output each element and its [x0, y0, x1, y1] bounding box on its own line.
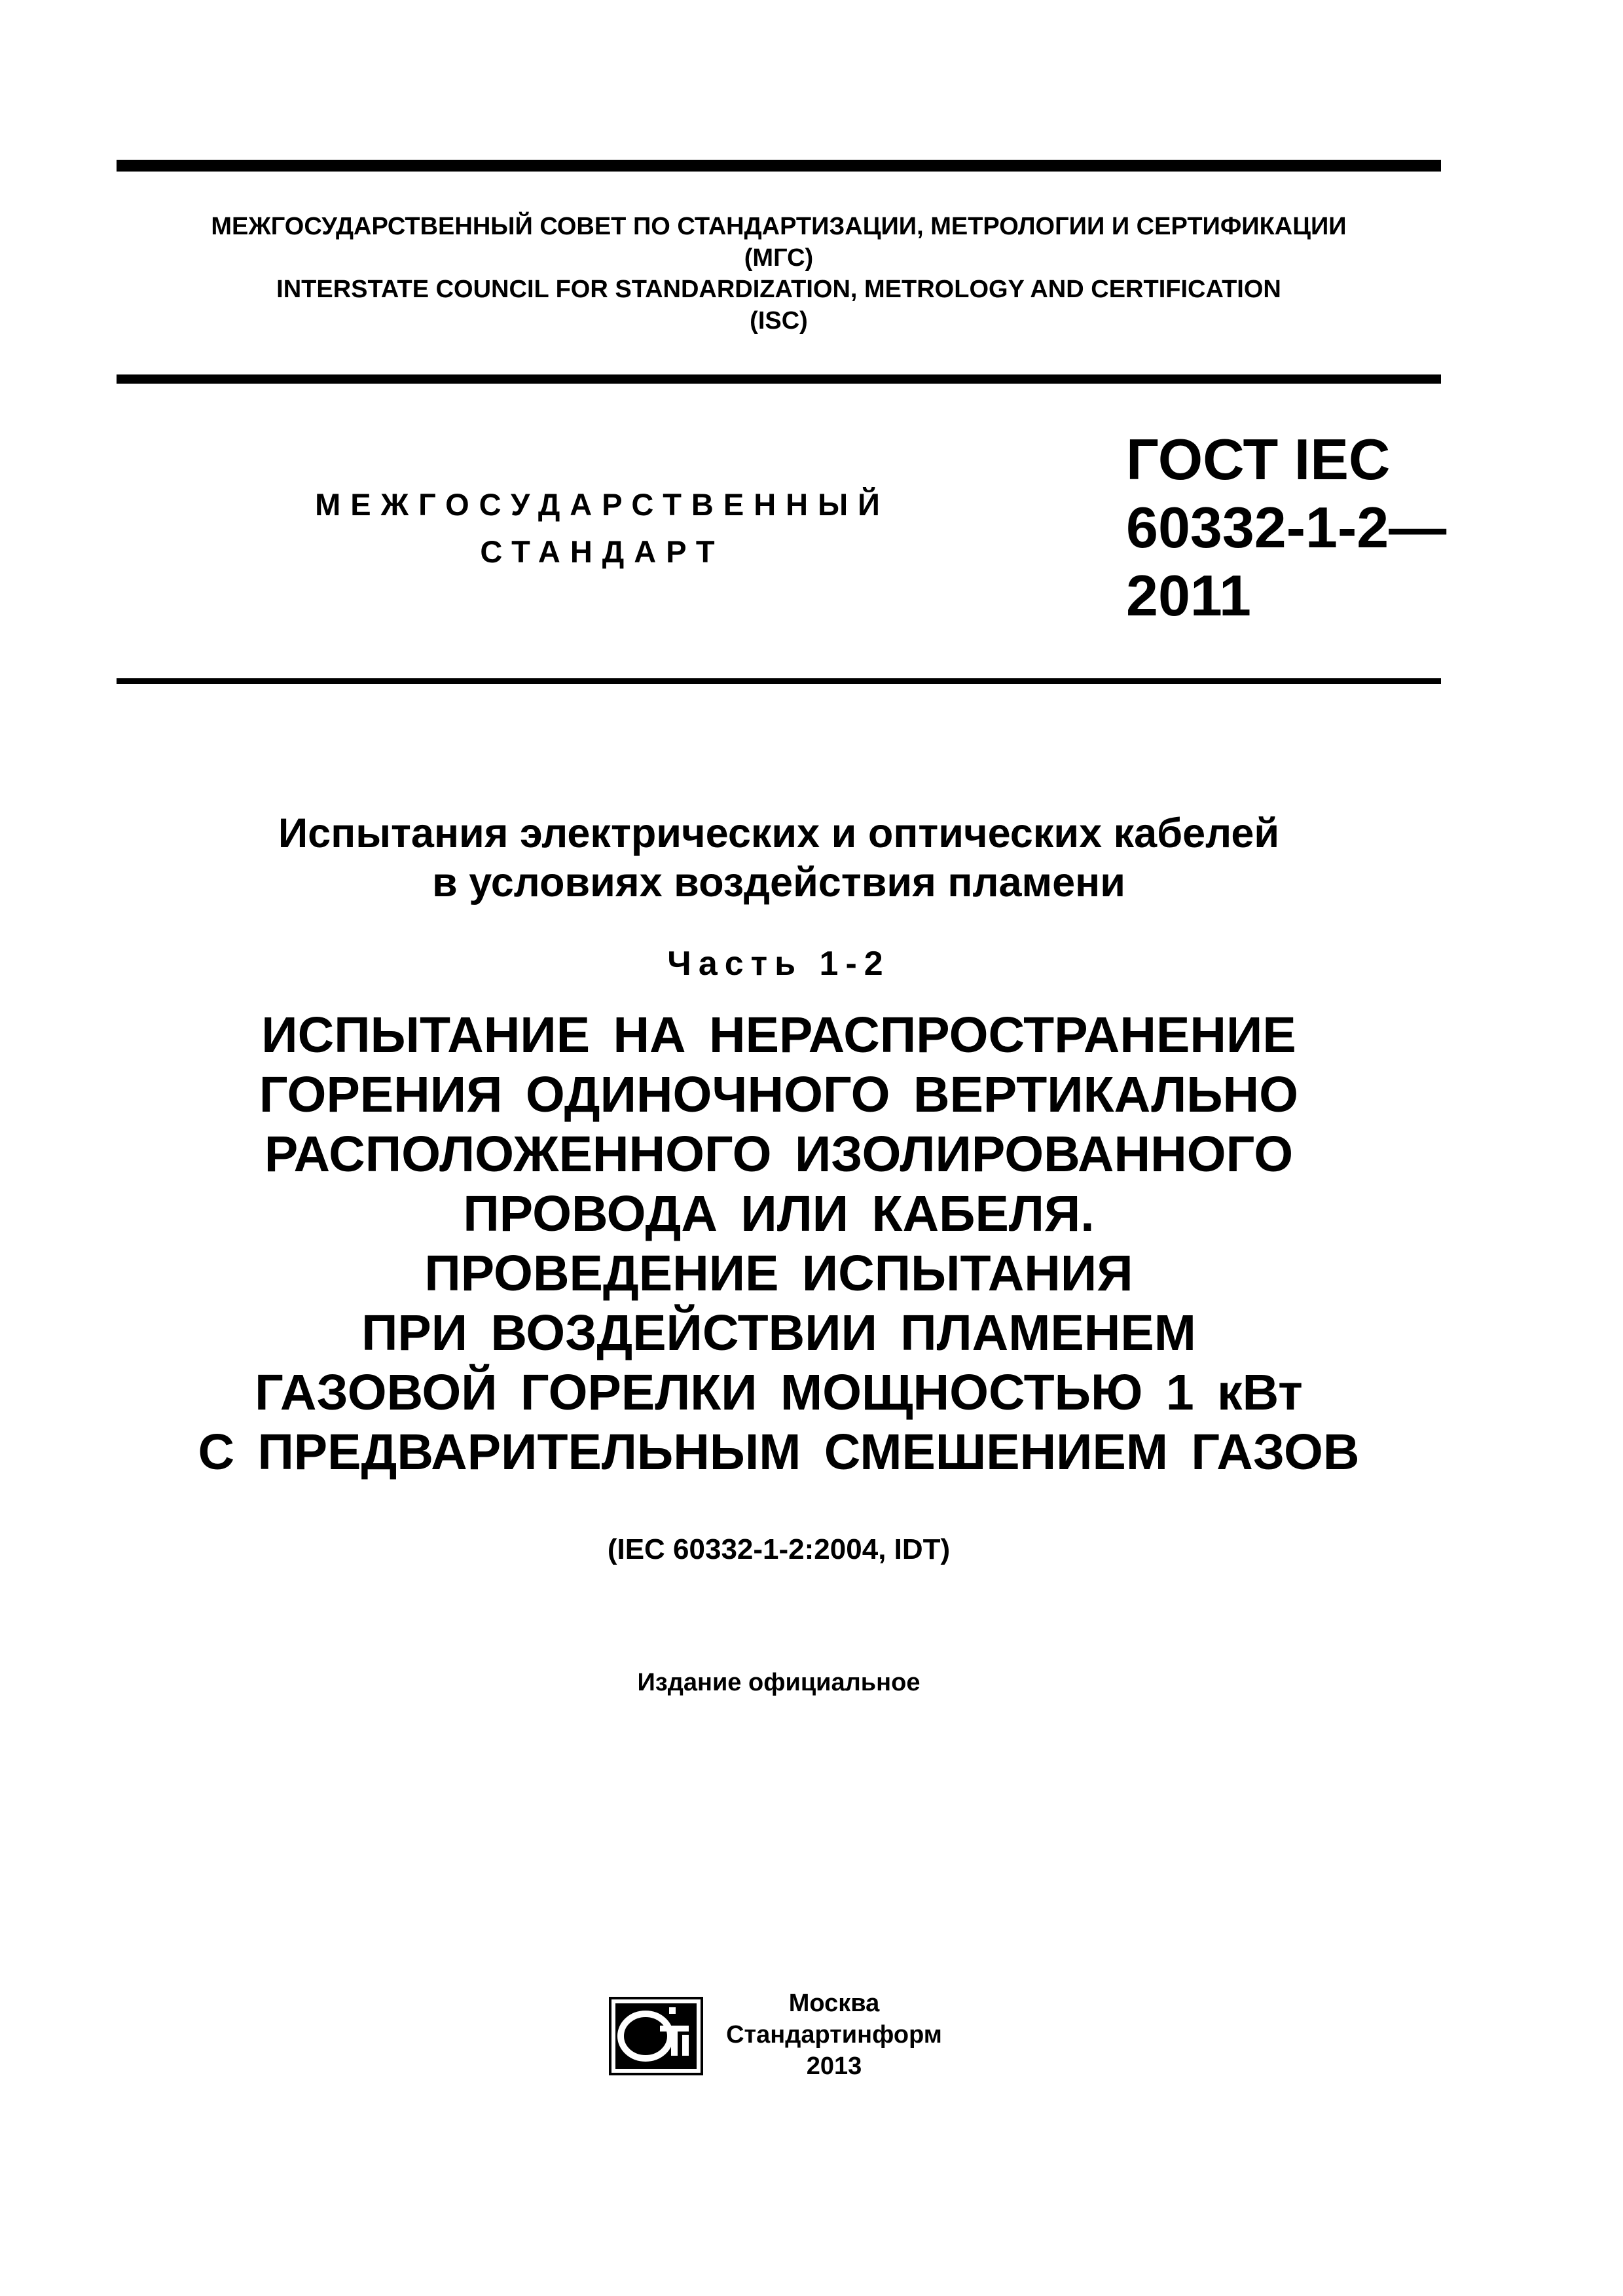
designation-line-2: 60332-1-2— [1126, 495, 1447, 560]
subtitle-line: С ПРЕДВАРИТЕЛЬНЫМ СМЕШЕНИЕМ ГАЗОВ [198, 1424, 1360, 1480]
iec-reference: (IEC 60332-1-2:2004, IDT) [607, 1533, 951, 1565]
subtitle-line: ГАЗОВОЙ ГОРЕЛКИ МОЩНОСТЬЮ 1 кВт [255, 1364, 1303, 1421]
publisher-name: Стандартинформ [726, 2021, 942, 2049]
part-number: Часть 1-2 [667, 945, 890, 983]
middle-rule [117, 374, 1441, 384]
lower-rule [117, 678, 1441, 684]
subtitle-line: ГОРЕНИЯ ОДИНОЧНОГО ВЕРТИКАЛЬНО [259, 1066, 1299, 1123]
designation-line-1: ГОСТ IEC [1126, 427, 1391, 492]
main-title-line: Испытания электрических и оптических кабелей [278, 811, 1280, 856]
publisher-info [723, 1988, 945, 2082]
main-title [117, 809, 1441, 907]
subtitle-line: ПРОВЕДЕНИЕ ИСПЫТАНИЯ [424, 1245, 1133, 1302]
publisher-year: 2013 [806, 2052, 862, 2080]
council-abbr-ru: (МГС) [744, 244, 814, 272]
council-header [117, 211, 1441, 337]
edition-note: Издание официальное [637, 1669, 921, 1696]
subtitle-line: ПРИ ВОЗДЕЙСТВИИ ПЛАМЕНЕМ [361, 1305, 1196, 1361]
title-block [117, 809, 1441, 1482]
subtitle-line: РАСПОЛОЖЕННОГО ИЗОЛИРОВАННОГО [264, 1126, 1294, 1182]
subtitle-line: ПРОВОДА ИЛИ КАБЕЛЯ. [463, 1186, 1095, 1242]
standard-type-line-2: СТАНДАРТ [480, 534, 725, 569]
publisher-city: Москва [788, 1990, 880, 2017]
standard-type-line-1: МЕЖГОСУДАРСТВЕННЫЙ [315, 487, 890, 522]
main-title-line: в условиях воздействия пламени [432, 860, 1125, 905]
council-name-ru: МЕЖГОСУДАРСТВЕННЫЙ СОВЕТ ПО СТАНДАРТИЗАЦИИ, МЕТРОЛОГИИ И СЕРТИФИКАЦИИ [211, 213, 1347, 240]
council-abbr-en: (ISC) [750, 307, 808, 335]
subtitle-line: ИСПЫТАНИЕ НА НЕРАСПРОСТРАНЕНИЕ [261, 1007, 1296, 1063]
designation-line-3: 2011 [1126, 563, 1251, 628]
standard-designation [1126, 426, 1447, 630]
top-rule [117, 160, 1441, 172]
standard-type-label [249, 481, 956, 575]
council-name-en: INTERSTATE COUNCIL FOR STANDARDIZATION, METROLOGY AND CERTIFICATION [276, 276, 1281, 303]
subtitle [117, 1006, 1441, 1482]
standartinform-logo-icon [609, 1997, 703, 2075]
